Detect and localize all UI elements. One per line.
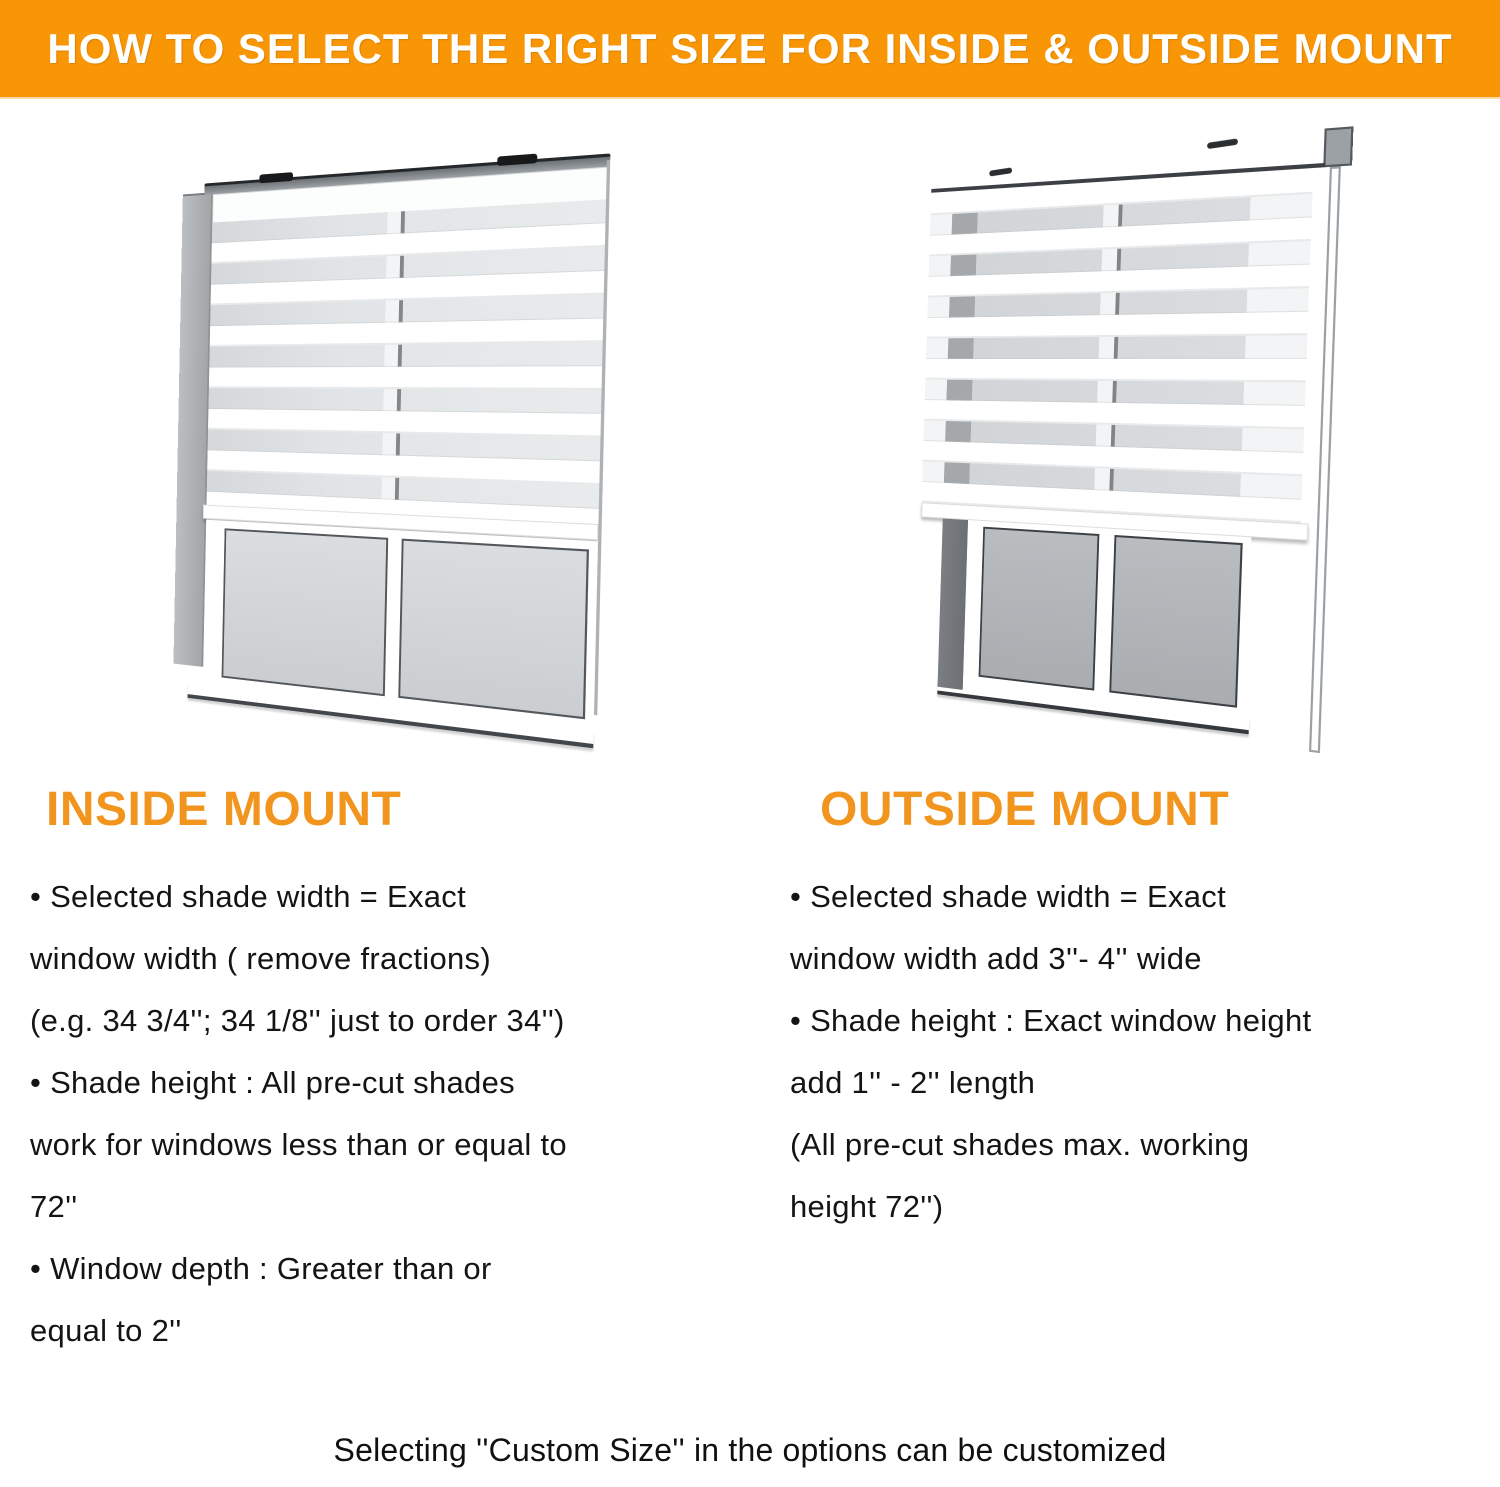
mount-info-columns (0, 782, 1500, 1422)
wall-mount-mark-icon (1207, 138, 1238, 149)
text-line: • Selected shade width = Exact (30, 879, 467, 914)
text-line: 72'' (30, 1189, 78, 1224)
glass-pane (398, 539, 589, 720)
glass-pane (1109, 535, 1242, 708)
outside-mount-window-graphic (914, 118, 1352, 820)
zebra-shade (922, 170, 1314, 523)
text-line: • Window depth : Greater than or (30, 1251, 492, 1286)
text-line: work for windows less than or equal to (30, 1127, 567, 1162)
text-line: window width ( remove fractions) (30, 941, 491, 976)
inside-mount-heading: INSIDE MOUNT (46, 783, 402, 836)
glass-pane (222, 528, 389, 696)
text-line: height 72'') (790, 1189, 944, 1224)
text-line: (All pre-cut shades max. working (790, 1127, 1250, 1162)
mount-clip-icon (259, 172, 293, 183)
wall-mount-mark-icon (989, 167, 1012, 176)
text-line: window width add 3''- 4'' wide (790, 941, 1202, 976)
inside-mount-window-graphic (173, 136, 611, 758)
text-line: • Selected shade width = Exact (790, 879, 1227, 914)
text-line: • Shade height : All pre-cut shades (30, 1065, 515, 1100)
zebra-stripes (922, 170, 1314, 523)
illustrations-row (0, 97, 1500, 787)
text-line: equal to 2'' (30, 1313, 182, 1348)
zebra-shade (206, 199, 606, 524)
text-line: add 1'' - 2'' length (790, 1065, 1036, 1100)
window-frame-left-jamb (938, 519, 969, 690)
shade-side-rail (1309, 166, 1341, 753)
zebra-stripes (206, 199, 606, 524)
outside-mount-section (790, 782, 1490, 1238)
page-title: HOW TO SELECT THE RIGHT SIZE FOR INSIDE & OUTSIDE MOUNT (47, 24, 1453, 72)
outside-mount-heading: OUTSIDE MOUNT (820, 783, 1230, 836)
custom-size-note: Selecting ''Custom Size'' in the options can be customized (333, 1432, 1167, 1468)
glass-pane (979, 527, 1100, 691)
inside-mount-section (30, 782, 745, 1362)
title-banner (0, 0, 1500, 97)
text-line: (e.g. 34 3/4''; 34 1/8'' just to order 34'') (30, 1003, 565, 1038)
mount-bracket-icon (1323, 126, 1353, 167)
text-line: • Shade height : Exact window height (790, 1003, 1312, 1038)
mount-clip-icon (497, 154, 537, 166)
